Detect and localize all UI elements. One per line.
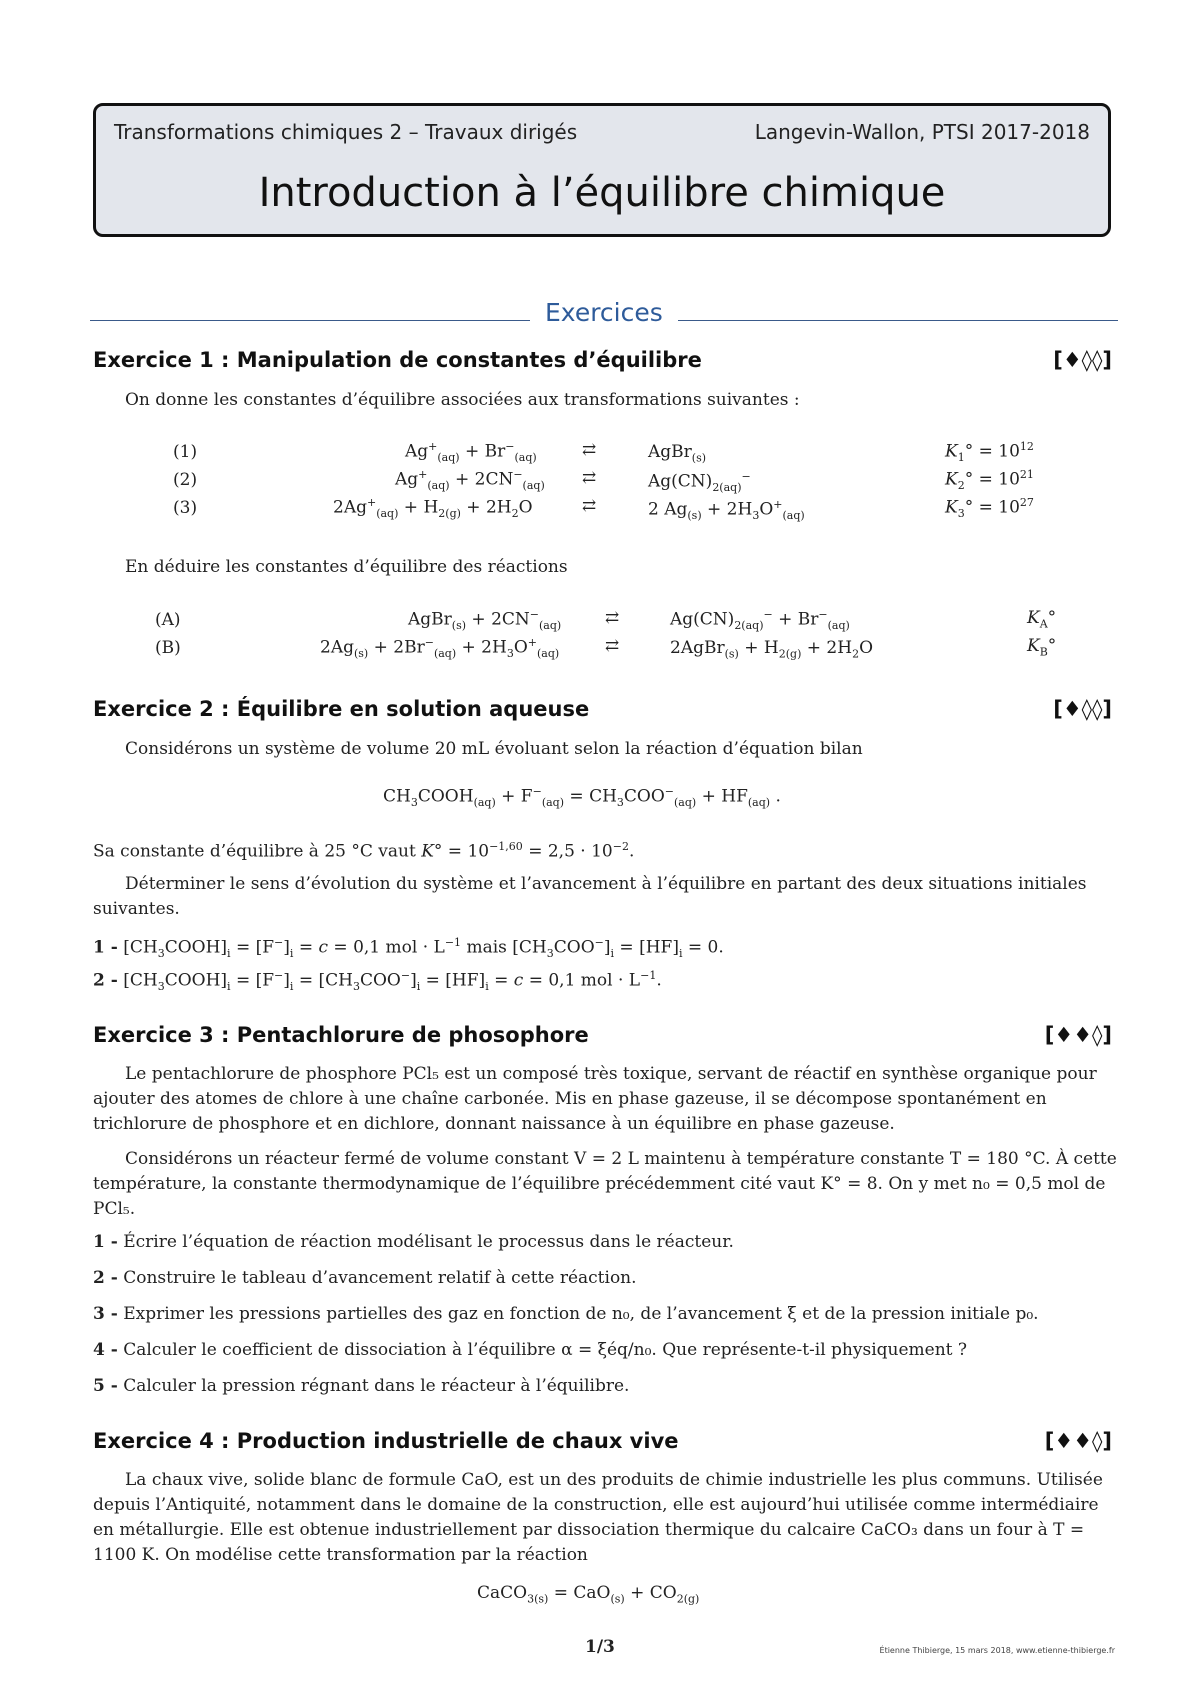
exercise-2-constant-prefix: Sa constante d’équilibre à 25 °C vaut bbox=[93, 841, 416, 862]
q1-text: Écrire l’équation de réaction modélisant le processus dans le réacteur. bbox=[123, 1232, 734, 1252]
q4-text: Calculer le coefficient de dissociation à l’équilibre α = ξéq/n₀. Que représente-t-il physiquement ? bbox=[123, 1340, 968, 1360]
header-box bbox=[93, 103, 1111, 237]
exercise-3-difficulty: [♦♦◊] bbox=[1044, 1023, 1112, 1047]
exercise-4-equation: CaCO$_{3(s)}$ = $CaO_{(s)} + CO_{2(g)}$ bbox=[477, 1583, 700, 1606]
exercise-1-intro: On donne les constantes d’équilibre associées aux transformations suivantes : bbox=[125, 390, 800, 410]
exercise-3-paragraph-1: Le pentachlorure de phosphore PCl₅ est un composé très toxique, servant de réactif en synthèse organique pour ajouter des atomes de chlore à une chaîne carbonée. Mis en phase gazeuse, il se décompose spontanément en trichlorure de phosphore et en dichlore, donnant naissance à un équilibre en phase gazeuse. bbox=[93, 1064, 1097, 1134]
eq3-arrow: ⇄ bbox=[582, 496, 597, 516]
exercise-3-title: Exercice 3 : Pentachlorure de phosophore bbox=[93, 1023, 589, 1047]
eqA-left: AgBr$_{(s)}$ + $2CN^-_{(aq)}$ bbox=[408, 608, 562, 633]
eq1-constant: $K_1^\circ = 10^{12}$ bbox=[945, 440, 1034, 465]
eqB-left: $2Ag_{(s)} + 2Br^-_{(aq)} + 2H_3O^+_{(aq)}$ bbox=[320, 636, 560, 661]
q2-text: Construire le tableau d’avancement relatif à cette réaction. bbox=[123, 1268, 637, 1288]
exercise-3-question-3 bbox=[93, 1302, 1039, 1327]
exercise-1-difficulty: [♦◊◊] bbox=[1053, 348, 1112, 372]
eq1-right: AgBr$_{(s)}$ bbox=[648, 442, 707, 465]
eq3-constant: $K_3^\circ = 10^{27}$ bbox=[945, 496, 1034, 521]
eq1-number: (1) bbox=[173, 442, 198, 462]
exercise-2-difficulty: [♦◊◊] bbox=[1053, 697, 1112, 721]
exercise-2-equation: $CH_3COOH_{(aq)} + F^-_{(aq)} = CH_3COO^-_{(aq)} + HF_{(aq)}$ . bbox=[383, 785, 781, 810]
exercise-2-case-1: $1 - [CH_3COOH]_i = [F^-]_i = c = 0,1$ mol · $L^{-1}$ mais $[CH_3COO^-]_i = [HF]_i = 0$. bbox=[93, 936, 724, 961]
eqB-arrow: ⇄ bbox=[605, 636, 620, 656]
section-rule-right bbox=[678, 320, 1118, 321]
exercise-3-question-1 bbox=[93, 1230, 734, 1255]
school-label: Langevin-Wallon, PTSI 2017-2018 bbox=[754, 120, 1090, 144]
q5-number: 5 - bbox=[93, 1376, 118, 1396]
exercise-2-task: Déterminer le sens d’évolution du système et l’avancement à l’équilibre en partant des deux situations initiales suivantes. bbox=[93, 874, 1087, 919]
q3-number: 3 - bbox=[93, 1304, 118, 1324]
eqB-right: 2AgBr$_{(s)}$ + $H_{2(g)} + 2H_2O$ bbox=[670, 638, 873, 661]
eqA-right: $Ag(CN)_{2(aq)}^- + Br^-_{(aq)}$ bbox=[670, 608, 850, 633]
eqA-number: (A) bbox=[155, 610, 181, 630]
eqB-constant: $K_B^\circ$ bbox=[1027, 636, 1057, 659]
eq1-arrow: ⇄ bbox=[582, 440, 597, 460]
eq2-right: $Ag(CN)_{2(aq)}^-$ bbox=[648, 470, 751, 495]
page-number: 1/3 bbox=[585, 1637, 615, 1657]
exercise-3-paragraph-2: Considérons un réacteur fermé de volume constant V = 2 L maintenu à température constante T = 180 °C. À cette température, la constante thermodynamique de l’équilibre précédemment cité vaut K° = 8. On y met n₀ = 0,5 mol de PCl₅. bbox=[93, 1149, 1117, 1219]
exercise-4-paragraph: La chaux vive, solide blanc de formule CaO, est un des produits de chimie industrielle les plus communs. Utilisée depuis l’Antiquité, notamment dans le domaine de la construction, elle est aujourd’hui utilisée comme intermédiaire en métallurgie. Elle est obtenue industriellement par dissociation thermique du calcaire CaCO₃ dans un four à T = 1100 K. On modélise cette transformation par la réaction bbox=[93, 1470, 1103, 1565]
exercise-3-question-4 bbox=[93, 1338, 967, 1363]
eq3-number: (3) bbox=[173, 498, 198, 518]
q1-number: 1 - bbox=[93, 1232, 118, 1252]
q2-number: 2 - bbox=[93, 1268, 118, 1288]
eq2-left: $Ag^+_{(aq)} + 2CN^-_{(aq)}$ bbox=[395, 468, 545, 493]
footer-credit: Étienne Thibierge, 15 mars 2018, www.etienne-thibierge.fr bbox=[879, 1646, 1115, 1655]
exercise-2-case-2: $2 - [CH_3COOH]_i = [F^-]_i = [CH_3COO^-]_i = [HF]_i = c = 0,1$ mol · $L^{-1}$. bbox=[93, 969, 662, 994]
case-1-number: 1 - bbox=[93, 937, 118, 958]
exercise-4-title: Exercice 4 : Production industrielle de chaux vive bbox=[93, 1429, 679, 1453]
eq2-constant: $K_2^\circ = 10^{21}$ bbox=[945, 468, 1034, 493]
course-label: Transformations chimiques 2 – Travaux dirigés bbox=[114, 120, 578, 144]
exercise-1-deduce: En déduire les constantes d’équilibre des réactions bbox=[125, 557, 568, 577]
q4-number: 4 - bbox=[93, 1340, 118, 1360]
eqA-constant: $K_A^\circ$ bbox=[1027, 608, 1057, 631]
q3-text: Exprimer les pressions partielles des gaz en fonction de n₀, de l’avancement ξ et de la pression initiale p₀. bbox=[123, 1304, 1039, 1324]
exercise-2-constant: Sa constante d’équilibre à 25 °C vaut $K^\circ = 10^{-1,60} = 2,5 \cdot 10^{-2}$. bbox=[93, 840, 635, 862]
exercise-1-title: Exercice 1 : Manipulation de constantes d’équilibre bbox=[93, 348, 702, 372]
exercise-2-intro: Considérons un système de volume 20 mL évoluant selon la réaction d’équation bilan bbox=[125, 739, 863, 759]
exercise-2-title: Exercice 2 : Équilibre en solution aqueuse bbox=[93, 697, 590, 721]
eq3-left: $2Ag^+_{(aq)} + H_{2(g)} + 2H_2O$ bbox=[333, 496, 533, 521]
exercise-3-question-2 bbox=[93, 1266, 637, 1291]
case-2-number: 2 - bbox=[93, 970, 118, 991]
q5-text: Calculer la pression régnant dans le réacteur à l’équilibre. bbox=[123, 1376, 630, 1396]
eq1-left: $Ag^+_{(aq)} + Br^-_{(aq)}$ bbox=[405, 440, 537, 465]
eq2-number: (2) bbox=[173, 470, 198, 490]
exercise-4-difficulty: [♦♦◊] bbox=[1044, 1429, 1112, 1453]
exercise-3-question-5 bbox=[93, 1374, 629, 1399]
section-title: Exercices bbox=[545, 298, 663, 327]
section-rule-left bbox=[90, 320, 530, 321]
eq2-arrow: ⇄ bbox=[582, 468, 597, 488]
eqB-number: (B) bbox=[155, 638, 181, 658]
eqA-arrow: ⇄ bbox=[605, 608, 620, 628]
page-title: Introduction à l’équilibre chimique bbox=[258, 170, 946, 216]
eq3-right: 2 $Ag_{(s)} + 2H_3O^+_{(aq)}$ bbox=[648, 498, 805, 523]
